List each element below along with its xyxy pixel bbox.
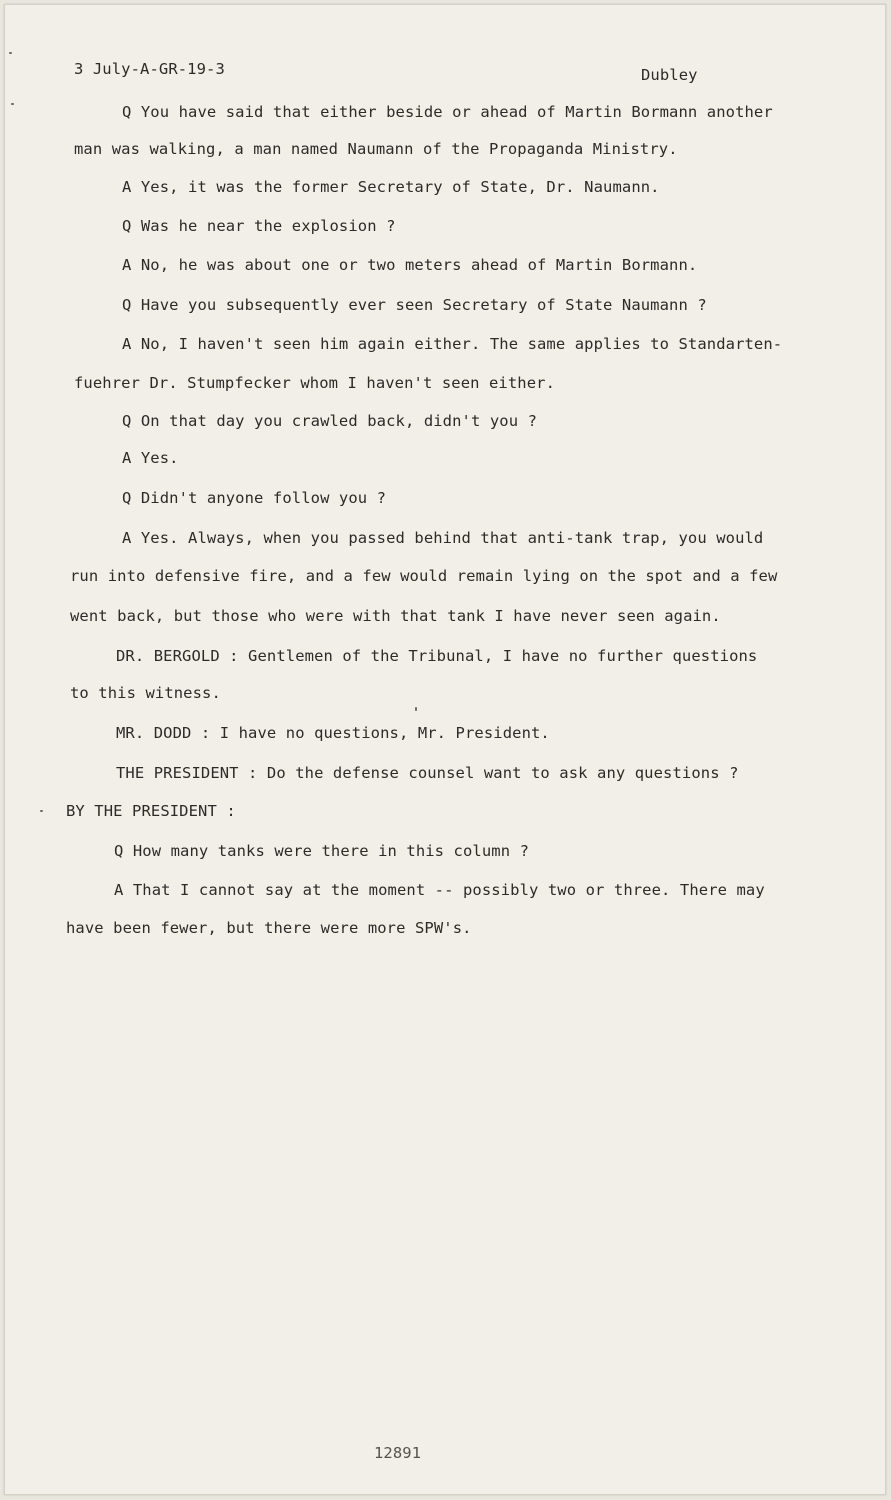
transcript-line: run into defensive fire, and a few would remain lying on the spot and a few: [70, 567, 778, 585]
transcript-line: man was walking, a man named Naumann of the Propaganda Ministry.: [74, 140, 678, 158]
transcript-line: A Yes, it was the former Secretary of State, Dr. Naumann.: [122, 178, 660, 196]
transcript-line: THE PRESIDENT : Do the defense counsel want to ask any questions ?: [116, 764, 739, 782]
document-page: [4, 4, 886, 1495]
transcript-line: A No, he was about one or two meters ahead of Martin Bormann.: [122, 256, 698, 274]
page-number: 12891: [374, 1444, 422, 1462]
paper-speck: [415, 707, 417, 711]
transcript-line: Q Was he near the explosion ?: [122, 217, 396, 235]
transcript-line: Q Didn't anyone follow you ?: [122, 489, 387, 507]
paper-speck: [11, 103, 14, 105]
transcript-line: BY THE PRESIDENT :: [66, 802, 236, 820]
transcript-line: Q Have you subsequently ever seen Secretary of State Naumann ?: [122, 296, 707, 314]
transcript-line: A That I cannot say at the moment -- possibly two or three. There may: [114, 881, 765, 899]
transcript-line: Q You have said that either beside or ahead of Martin Bormann another: [122, 103, 773, 121]
transcript-line: A No, I haven't seen him again either. The same applies to Standarten-: [122, 335, 783, 353]
transcript-line: A Yes.: [122, 449, 179, 467]
transcript-line: Q On that day you crawled back, didn't you ?: [122, 412, 537, 430]
transcript-line: Q How many tanks were there in this column ?: [114, 842, 529, 860]
reporter-name: Dubley: [641, 66, 698, 84]
paper-speck: [40, 810, 43, 812]
transcript-line: fuehrer Dr. Stumpfecker whom I haven't seen either.: [74, 374, 556, 392]
document-reference: 3 July-A-GR-19-3: [74, 60, 225, 78]
paper-speck: [9, 52, 12, 54]
transcript-line: to this witness.: [70, 684, 221, 702]
transcript-line: have been fewer, but there were more SPW's.: [66, 919, 472, 937]
transcript-line: DR. BERGOLD : Gentlemen of the Tribunal, I have no further questions: [116, 647, 758, 665]
transcript-line: A Yes. Always, when you passed behind that anti-tank trap, you would: [122, 529, 764, 547]
transcript-line: MR. DODD : I have no questions, Mr. President.: [116, 724, 550, 742]
transcript-line: went back, but those who were with that tank I have never seen again.: [70, 607, 721, 625]
